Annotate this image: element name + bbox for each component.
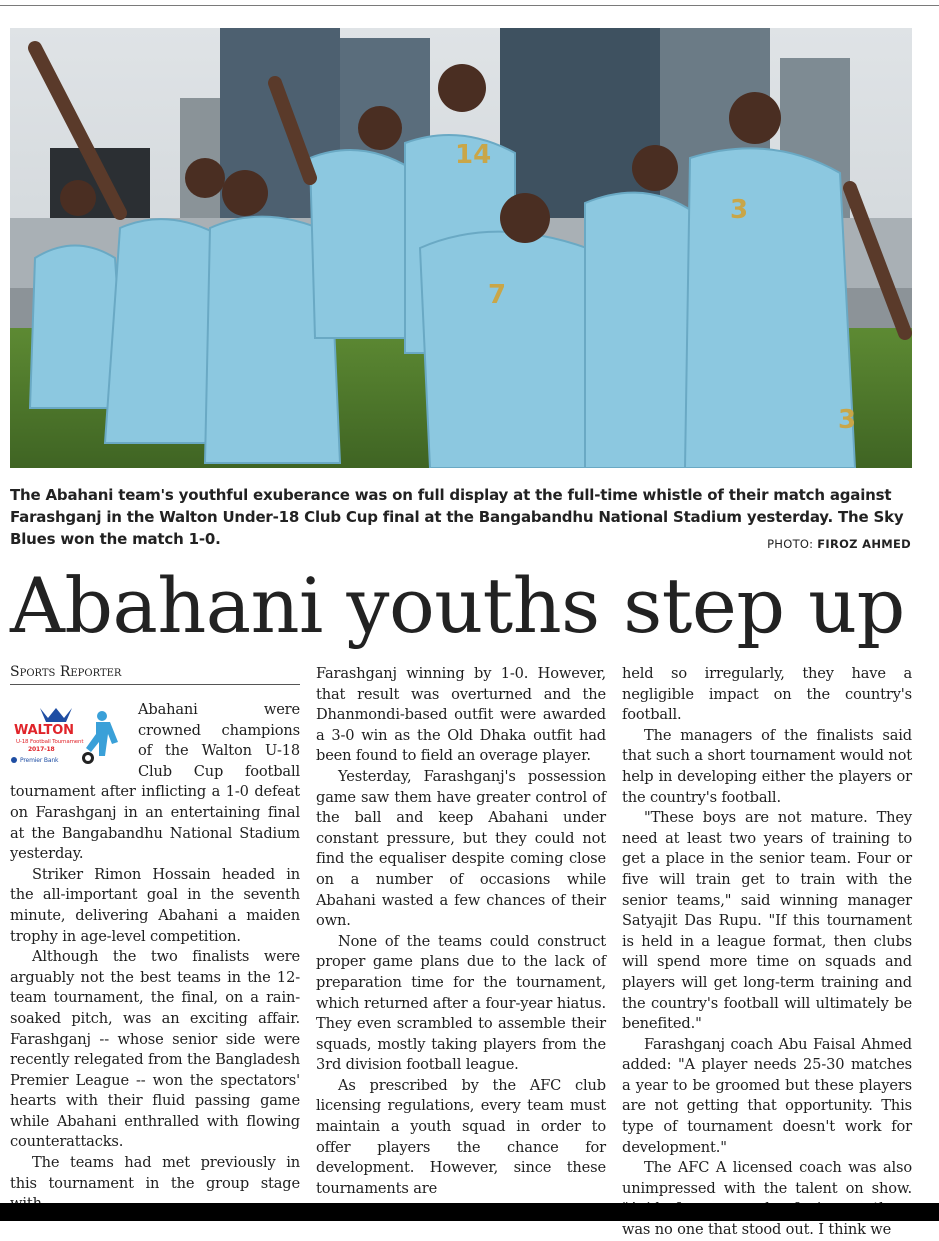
caption-text: The Abahani team's youthful exuberance was on full display at the full-time whistle of their match against Farashganj in the Walton Under-18 Club Cup final at the Bangabandhu National Stadium yesterday. The Sky Blues won the match 1-0. [10,486,904,548]
headline: Abahani youths step up [10,561,905,650]
credit-name: FIROZ AHMED [817,537,911,551]
article-column-3 [622,664,912,1241]
svg-text:7: 7 [488,280,507,310]
col1-paragraph-2: Striker Rimon Hossain headed in the all-important goal in the seventh minute, delivering Abahani a maiden trophy in age-level competition. [10,865,300,945]
col2-paragraph-1: Farashganj winning by 1-0. However, that result was overturned and the Dhanmondi-based outfit were awarded a 3-0 win as the Old Dhaka outfit had been found to field an overage player. [316,665,606,765]
logo-brand: WALTON [14,723,74,738]
col2-paragraph-4: As prescribed by the AFC club licensing regulations, every team must maintain a youth squad in order to offer players the chance for development. However, since these tournaments are [316,1076,606,1197]
photo-credit [767,537,911,551]
tournament-logo [10,702,130,768]
col2-paragraph-2: Yesterday, Farashganj's possession game saw them have greater control of the ball and keep Abahani under constant pressure, but they could not find the equaliser despite coming close on a number of occasions while Abahani wasted a few chances of their own. [316,767,606,930]
col3-paragraph-3: "These boys are not mature. They need at least two years of training to get a place in the senior team. Four or five will train get to train with the senior teams," said winning manager Satyajit Das Rupu. "If this tournament is held in a league format, then clubs will spend more time on squads and players will get long-term training and the country's football will ultimately be benefited." [622,809,912,1033]
col1-paragraph-4: The teams had met previously in this tournament in the group stage [10,1154,300,1192]
svg-text:3: 3 [838,405,857,435]
col3-paragraph-5: The AFC A licensed coach was also unimpressed with the talent on show. was no one that stood out. I think we [622,1159,912,1239]
byline: Sports Reporter [10,664,300,685]
logo-sponsor: Premier Bank [20,757,59,764]
article-column-2 [316,664,606,1199]
top-rule [0,5,939,6]
svg-text:14: 14 [455,140,492,170]
col2-paragraph-3: None of the teams could construct proper game plans due to the lack of preparation time for the tournament, which returned after a four-year hiatus. They even scrambled to assemble their squads, mostly taking players from the 3rd division football league. [316,932,606,1074]
logo-year: 2017-18 [28,746,55,753]
svg-text:3: 3 [730,195,749,225]
col1-paragraph-1: Abahani were crowned champions of the Walton U-18 Club Cup football tournament after inflicting a 1-0 defeat on Farashganj in an entertaining final at the Bangabandhu National Stadium yesterday. [10,701,300,863]
col3-paragraph-4: Farashganj coach Abu Faisal Ahmed added: "A player needs 25-30 matches a year to be groomed but these players are not getting that opportunity. This type of tournament doesn't work for development." [622,1035,912,1156]
team-celebration-photo [10,28,912,468]
col1-paragraph-3: Although the two finalists were arguably not the best teams in the 12-team tournament, the final, on a rain-soaked pitch, was an exciting affair. Farashganj -- whose senior side were recently relegated from the Bangladesh Premier League -- won the spectators' hearts with their fluid passing game while Abahani enthralled with flowing counterattacks. [10,948,300,1151]
col3-paragraph-1: held so irregularly, they have a negligible impact on the country's football. [622,665,912,724]
logo-subtitle: U-18 Football Tournament [16,739,84,745]
col3-paragraph-2: The managers of the finalists said that such a short tournament would not help in developing either the players or the country's football. [622,726,912,806]
article-column-1 [10,700,300,1215]
bottom-bar [0,1203,939,1221]
credit-label: PHOTO: [767,537,814,551]
